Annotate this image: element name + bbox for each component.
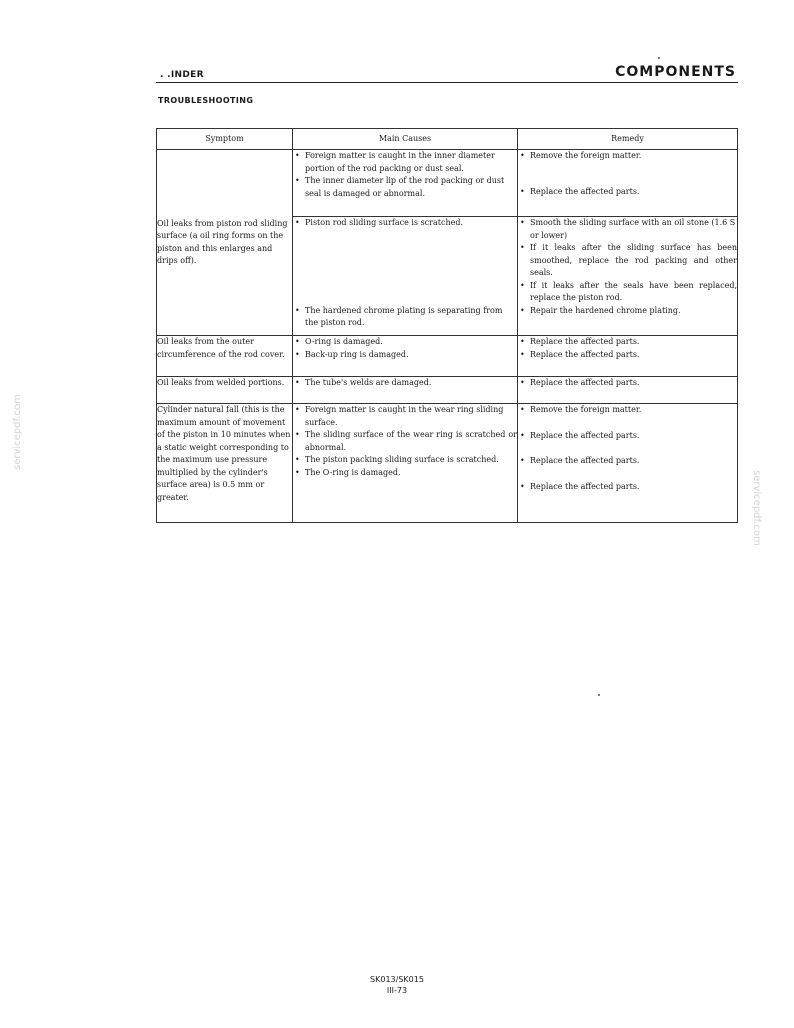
header-rule <box>156 82 738 83</box>
causes-cell <box>293 404 518 523</box>
causes-cell <box>293 150 518 217</box>
list-item: • Replace the affected parts. <box>518 349 737 362</box>
column-header-remedy: Remedy <box>518 129 738 150</box>
causes-cell <box>293 377 518 404</box>
list-item: • Smooth the sliding surface with an oil stone (1.6 S or lower) <box>518 217 737 242</box>
watermark-right: servicepdf.com <box>751 470 762 546</box>
table-row <box>157 336 738 377</box>
table-row <box>157 150 738 217</box>
list-item: • Replace the affected parts. <box>518 430 737 443</box>
remedy-cell <box>518 377 738 404</box>
remedy-cell <box>518 150 738 217</box>
list-item: • Foreign matter is caught in the inner diameter portion of the rod packing or dust seal. <box>293 150 517 175</box>
list-item: • The O-ring is damaged. <box>293 467 517 480</box>
list-item: • Piston rod sliding surface is scratched. <box>293 217 517 230</box>
list-item: • Foreign matter is caught in the wear ring sliding surface. <box>293 404 517 429</box>
list-item: • Repair the hardened chrome plating. <box>518 305 737 318</box>
symptom-cell: Cylinder natural fall (this is the maximum amount of movement of the piston in 10 minutes when a static weight corresponding to the maximum use pressure multiplied by the cylinder's surface area) is 0.5 mm or greater. <box>157 404 293 523</box>
causes-cell <box>293 336 518 377</box>
section-label: . .INDER <box>160 70 204 80</box>
causes-cell <box>293 217 518 336</box>
list-item: • Replace the affected parts. <box>518 186 737 199</box>
list-item: • Replace the affected parts. <box>518 455 737 468</box>
watermark-left: servicepdf.com <box>12 394 23 470</box>
list-item: • The inner diameter lip of the rod packing or dust seal is damaged or abnormal. <box>293 175 517 200</box>
list-item: • O-ring is damaged. <box>293 336 517 349</box>
symptom-cell: Oil leaks from welded portions. <box>157 377 293 404</box>
scan-speck <box>658 57 660 59</box>
table-row <box>157 404 738 523</box>
remedy-cell <box>518 217 738 336</box>
column-header-symptom: Symptom <box>157 129 293 150</box>
scan-speck <box>598 694 600 696</box>
list-item: • The hardened chrome plating is separating from the piston rod. <box>293 305 517 330</box>
list-item: • Remove the foreign matter. <box>518 150 737 163</box>
column-header-main-causes: Main Causes <box>293 129 518 150</box>
footer-page-number: III-73 <box>386 986 408 995</box>
list-item: • If it leaks after the sliding surface has been smoothed, replace the rod packing and other seals. <box>518 242 737 280</box>
list-item: • Replace the affected parts. <box>518 336 737 349</box>
list-item: • Replace the affected parts. <box>518 377 737 390</box>
table-header-row <box>157 129 738 150</box>
page-footer <box>0 974 794 996</box>
list-item: • The piston packing sliding surface is scratched. <box>293 454 517 467</box>
footer-model: SK013/SK015 <box>370 975 424 984</box>
page-title: TROUBLESHOOTING <box>158 96 254 105</box>
list-item: • Replace the affected parts. <box>518 481 737 494</box>
list-item: • Remove the foreign matter. <box>518 404 737 417</box>
symptom-cell: Oil leaks from the outer circumference of the rod cover. <box>157 336 293 377</box>
troubleshooting-table <box>156 128 738 523</box>
remedy-cell <box>518 336 738 377</box>
table-row <box>157 377 738 404</box>
list-item: • If it leaks after the seals have been replaced, replace the piston rod. <box>518 280 737 305</box>
remedy-cell <box>518 404 738 523</box>
list-item: • The sliding surface of the wear ring is scratched or abnormal. <box>293 429 517 454</box>
chapter-title: COMPONENTS <box>615 64 736 80</box>
symptom-cell: Oil leaks from piston rod sliding surface (a oil ring forms on the piston and this enlarges and drips off). <box>157 150 293 336</box>
list-item: • The tube's welds are damaged. <box>293 377 517 390</box>
list-item: • Back-up ring is damaged. <box>293 349 517 362</box>
